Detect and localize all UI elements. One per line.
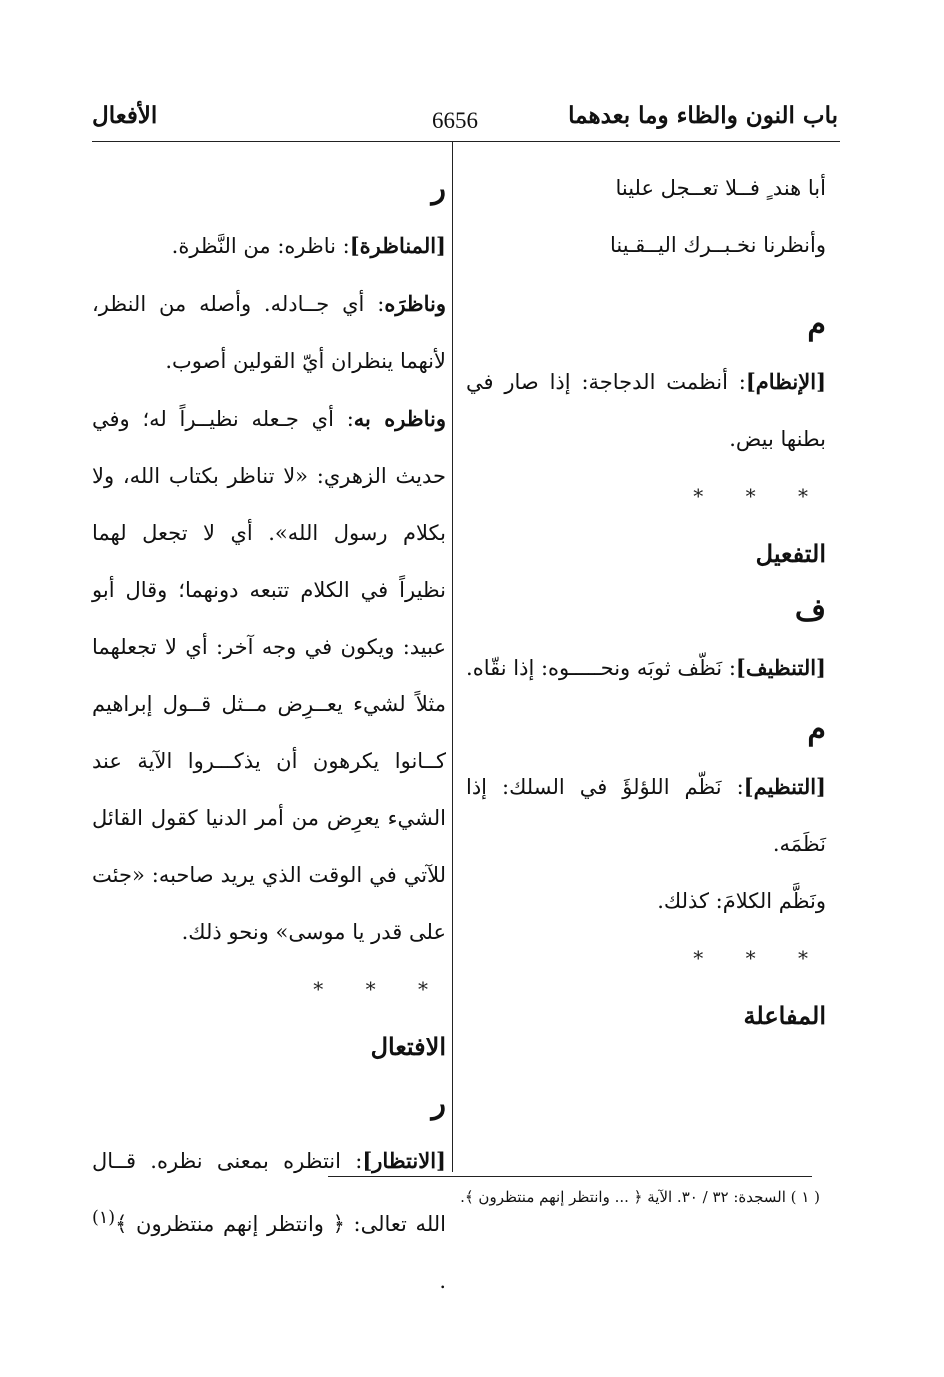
running-header-section: الأفعال (92, 102, 158, 129)
sentence-end: . (439, 1269, 446, 1293)
entry-tanzif (466, 639, 826, 697)
running-header-title: باب النون والظاء وما بعدهما (568, 102, 838, 129)
root-letter-heading: ر (431, 1086, 446, 1121)
column-divider (452, 142, 453, 1172)
section-heading: الافتعال (370, 1032, 446, 1061)
right-column (466, 160, 826, 1044)
entry-definition: : أي جـعله نظيــراً له؛ وفي حديث الزهري: «لا تناظر بكتاب الله، ولا بكلام رسول الله». أي لا تجعل لهما نظيراً في الكلام تتبعه دونهما؛ وقال أبو عبيد: ويكون في وجه آخر: أي لا تجعلهما مثلاً لشيء يعــرِض مــثل قــول إبراهيم كــانوا يكرهون أن يذكـــروا الآية عند الشيء يعرِض من أمر الدنيا كقول القائل للآتي في الوقت الذي يريد صاحبه: «جئت على قدر يا موسى» ونحو ذلك. (92, 407, 446, 944)
entry-definition: : انتظره بمعنى نظره. قــال الله تعالى: ﴿ وانتظر إنهم منتظرون ﴾ (92, 1149, 446, 1236)
footnote: ( ١ ) السجدة: ٣٢ / ٣٠. الآية ﴿ ... وانتظر إنهم منتظرون ﴾. (460, 1188, 820, 1206)
entry-inzam (466, 353, 826, 468)
entry-definition: : نَظّم اللؤلؤَ في السلك: إذا نَظَمَه. (466, 775, 826, 856)
section-separator-stars: * * * (313, 977, 446, 1001)
entry-tanzim (466, 758, 826, 873)
entry-term: وناظرَه (384, 291, 446, 316)
section-separator-stars: * * * (693, 946, 826, 970)
footnote-marker: (١) (92, 1208, 116, 1228)
entry-nazarahu-bihi (92, 390, 446, 961)
root-letter-heading: م (807, 307, 826, 342)
section-heading: التفعيل (755, 539, 826, 568)
verse-line: وأنظرنا نخـبــرك اليــقـينا (609, 233, 826, 257)
entry-term: وناظره به (353, 406, 446, 431)
entry-definition: : نَظّف ثوبَه ونحـــــوه: إذا نقّاه. (466, 656, 736, 680)
page-header (92, 100, 838, 140)
entry-definition: : ناظره: من النَّظرة. (171, 234, 350, 258)
entry-term: [الانتظار] (362, 1148, 446, 1173)
root-letter-heading: ف (794, 593, 826, 628)
page-number: 6656 (432, 108, 478, 133)
entry-term: [الإنظام] (745, 369, 826, 394)
entry-definition: : أي جــادله. وأصله من النظر، لأنهما ينظران أيّ القولين أصوب. (92, 292, 446, 373)
entry-intizar (92, 1132, 446, 1310)
header-rule (92, 141, 840, 142)
verse-line: أبا هند ٍ فــلا تعــجل علينا (615, 176, 826, 200)
entry-definition: : أنظمت الدجاجة: إذا صار في بطنها بيض. (466, 370, 826, 451)
footnote-rule (328, 1176, 812, 1177)
section-heading: المفاعلة (743, 1001, 826, 1030)
entry-nazarahu (92, 275, 446, 390)
left-column (92, 160, 446, 1310)
entry-term: [التنظيف] (735, 655, 826, 680)
entry-munazara (92, 217, 446, 275)
section-separator-stars: * * * (693, 484, 826, 508)
entry-text: ونَظَّم الكلامَ: كذلك. (657, 889, 826, 913)
root-letter-heading: م (807, 712, 826, 747)
entry-term: [المناظرة] (349, 233, 446, 258)
root-letter-heading: ر (431, 171, 446, 206)
entry-term: [التنظيم] (743, 774, 826, 799)
